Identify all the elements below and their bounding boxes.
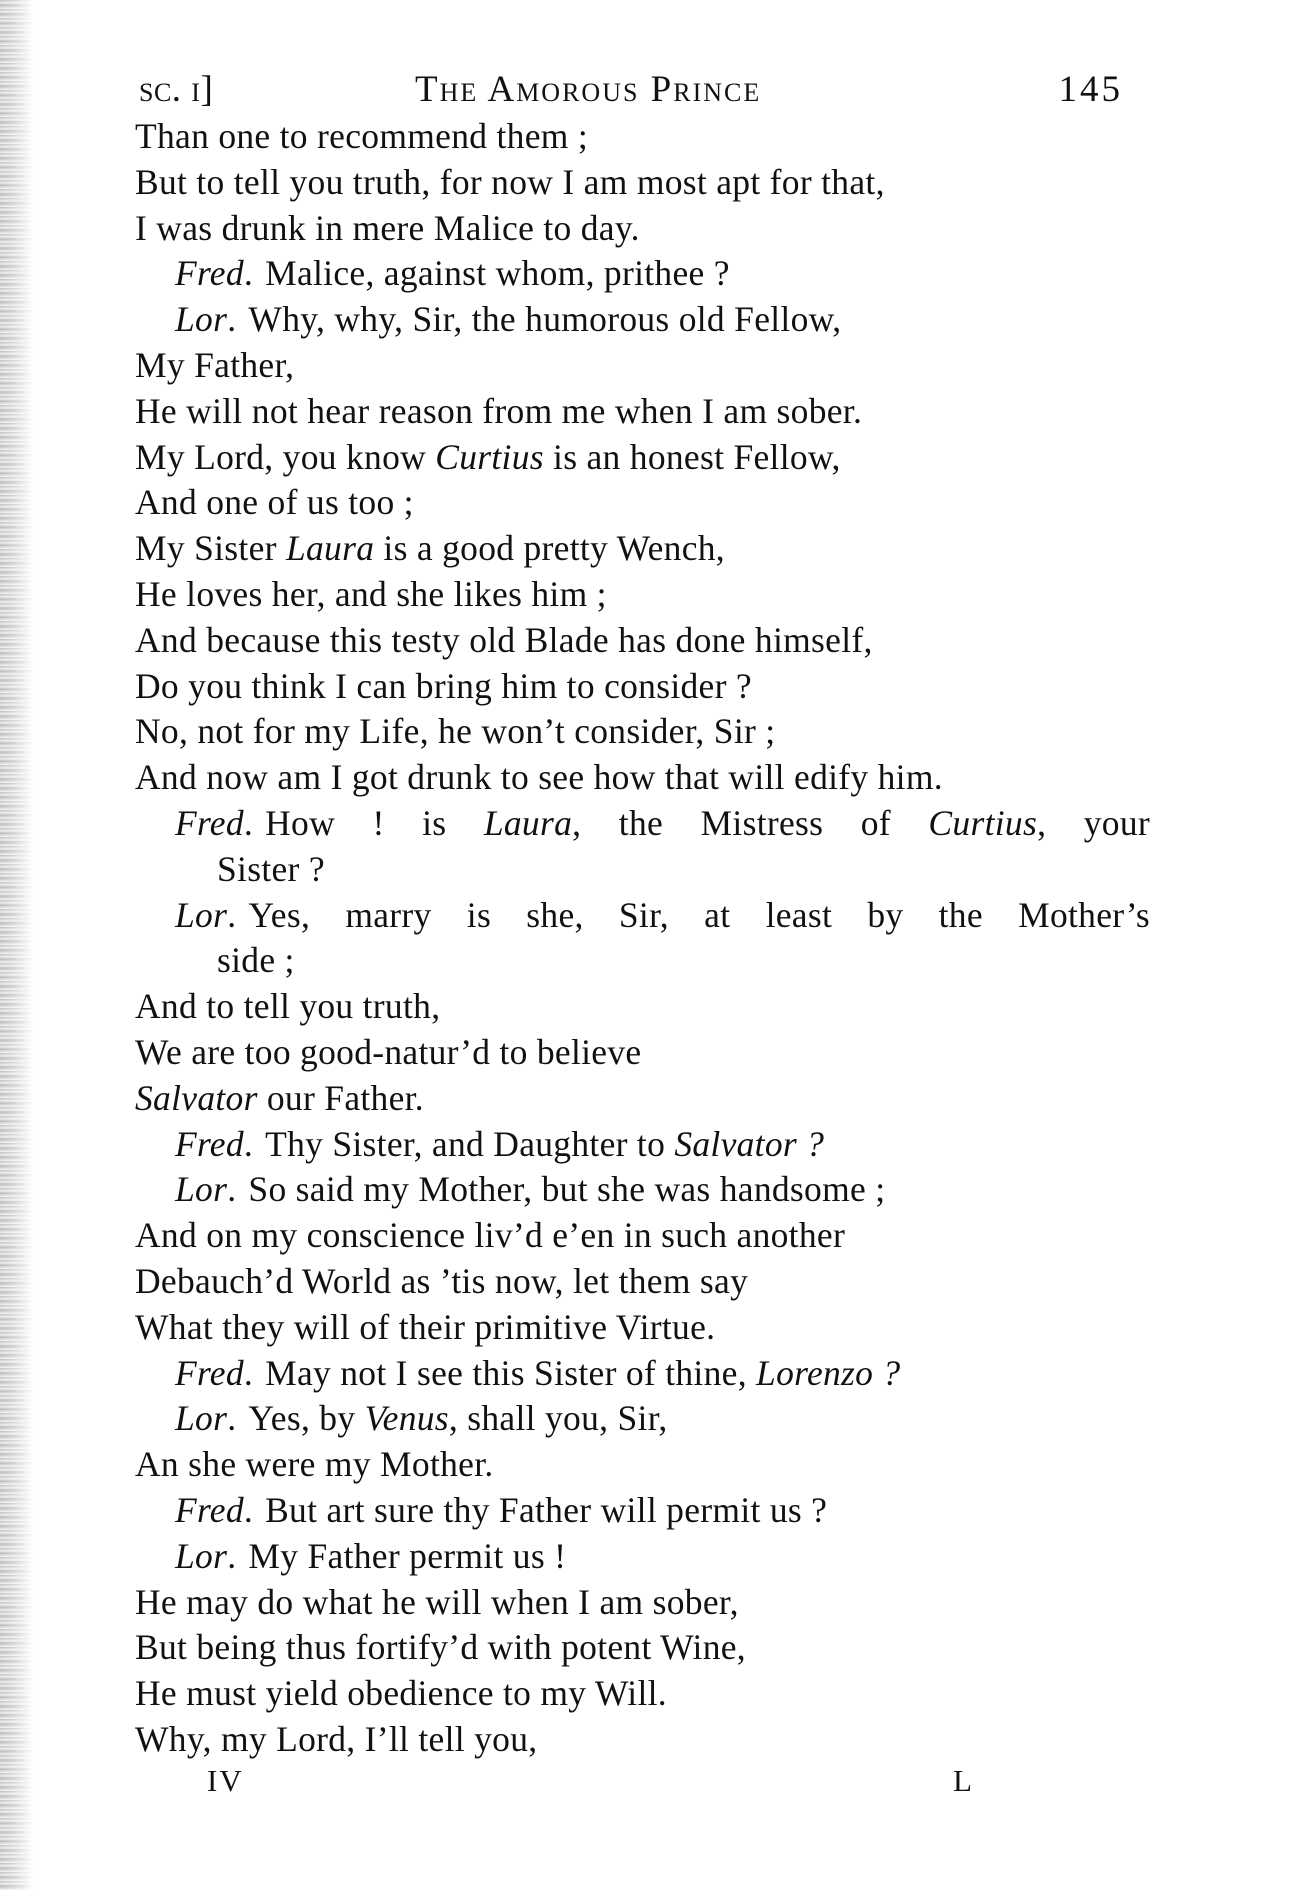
text-line — [135, 206, 1125, 252]
text-line — [135, 1213, 1125, 1259]
text-segment: My Lord, you know — [135, 436, 436, 477]
text-line — [135, 709, 1125, 755]
text-line — [135, 938, 1125, 984]
text-segment: And on my conscience liv’d e’en in such another — [135, 1215, 846, 1256]
text-segment: , your — [1037, 802, 1150, 843]
text-segment: But to tell you truth, for now I am most apt for that, — [135, 161, 885, 202]
text-line — [135, 1305, 1125, 1351]
text-line — [135, 1580, 1125, 1626]
text-segment: We are too good-natur’d to believe — [135, 1031, 642, 1072]
text-segment: An she were my Mother. — [135, 1444, 494, 1485]
text-segment: My Father permit us ! — [248, 1535, 567, 1576]
text-segment: Why, why, Sir, the humorous old Fellow, — [248, 299, 842, 340]
text-line — [135, 480, 1125, 526]
gathering-letter: L — [953, 1763, 974, 1798]
text-segment: He loves her, and she likes him ; — [135, 573, 607, 614]
text-line — [135, 664, 1125, 710]
speaker-name: Fred . — [175, 1124, 253, 1164]
text-segment: And one of us too ; — [135, 482, 414, 523]
text-segment: Debauch’d World as ’tis now, let them say — [135, 1260, 749, 1301]
text-line — [135, 160, 1125, 206]
text-segment: Yes, marry is she, Sir, at least by the Mother’s — [248, 894, 1150, 935]
text-line — [135, 1717, 1125, 1763]
speaker-name: Fred . — [175, 1490, 253, 1530]
speaker-name: Lor . — [175, 1536, 236, 1576]
text-line — [135, 435, 1125, 481]
page-binding-shadow — [0, 0, 34, 1890]
text-line — [135, 114, 1125, 160]
text-segment: But art sure thy Father will permit us ? — [265, 1489, 828, 1530]
text-segment: , shall you, Sir, — [448, 1398, 668, 1439]
text-segment: Yes, by — [248, 1398, 365, 1439]
text-segment: our Father. — [257, 1077, 424, 1118]
speech-line — [135, 893, 1150, 939]
text-segment: How ! is — [265, 802, 484, 843]
running-title: The Amorous Prince — [415, 69, 762, 110]
text-line — [135, 1442, 1125, 1488]
speaker-name: Fred . — [175, 803, 253, 843]
text-segment: Malice, against whom, prithee ? — [265, 253, 730, 294]
text-segment: Lorenzo ? — [756, 1352, 901, 1393]
text-segment: My Sister — [135, 528, 286, 569]
page-number: 145 — [1058, 69, 1123, 110]
text-line — [135, 755, 1125, 801]
text-line — [135, 1625, 1125, 1671]
section-marker: sc. i] — [139, 69, 214, 110]
text-segment: He must yield obedience to my Will. — [135, 1673, 667, 1714]
text-segment: Do you think I can bring him to consider ? — [135, 665, 752, 706]
text-segment: He will not hear reason from me when I am sober. — [135, 390, 863, 431]
text-line — [135, 572, 1125, 618]
text-segment: Why, my Lord, I’ll tell you, — [135, 1718, 538, 1759]
text-segment: He may do what he will when I am sober, — [135, 1581, 739, 1622]
text-segment: is an honest Fellow, — [543, 436, 841, 477]
text-segment: What they will of their primitive Virtue. — [135, 1306, 716, 1347]
speech-line — [135, 1351, 1125, 1397]
speaker-name: Fred . — [175, 1353, 253, 1393]
text-segment: I was drunk in mere Malice to day. — [135, 207, 640, 248]
text-segment: My Father, — [135, 344, 295, 385]
text-line — [135, 847, 1125, 893]
speaker-name: Fred . — [175, 253, 253, 293]
speech-line — [135, 1167, 1125, 1213]
text-segment: So said my Mother, but she was handsome ; — [248, 1169, 886, 1210]
text-segment: Curtius — [928, 802, 1038, 843]
speaker-name: Lor . — [175, 895, 236, 935]
text-segment: , the Mistress of — [572, 802, 929, 843]
text-segment: And now am I got drunk to see how that will edify him. — [135, 757, 943, 798]
text-segment: Curtius — [435, 436, 544, 477]
text-line — [135, 389, 1125, 435]
speaker-name: Lor . — [175, 1169, 236, 1209]
text-segment: Than one to recommend them ; — [135, 116, 588, 156]
running-head — [135, 60, 1125, 110]
text-segment: May not I see this Sister of thine, — [265, 1352, 757, 1393]
text-line — [135, 984, 1125, 1030]
speech-line — [135, 1534, 1125, 1580]
text-segment: But being thus fortify’d with potent Wine, — [135, 1627, 746, 1668]
text-segment: Sister ? — [217, 848, 325, 889]
text-segment: Laura — [285, 528, 375, 569]
book-page — [135, 60, 1150, 1798]
text-segment: Venus — [364, 1398, 449, 1439]
speaker-name: Lor . — [175, 1398, 236, 1438]
text-segment: And to tell you truth, — [135, 986, 441, 1027]
text-segment: side ; — [217, 940, 295, 981]
speech-line — [135, 1396, 1125, 1442]
text-line — [135, 1076, 1125, 1122]
play-text — [135, 114, 1150, 1763]
text-segment: is a good pretty Wench, — [374, 528, 725, 569]
speech-line — [135, 297, 1125, 343]
text-segment: Salvator — [135, 1077, 258, 1118]
text-segment: Salvator ? — [674, 1123, 825, 1164]
text-segment: And because this testy old Blade has done himself, — [135, 619, 873, 660]
text-line — [135, 618, 1125, 664]
text-line — [135, 526, 1125, 572]
speech-line — [135, 1122, 1125, 1168]
speech-line — [135, 251, 1125, 297]
text-line — [135, 1671, 1125, 1717]
text-segment: No, not for my Life, he won’t consider, Sir ; — [135, 711, 776, 752]
text-segment: Laura — [483, 802, 573, 843]
text-line — [135, 1030, 1125, 1076]
text-line — [135, 343, 1125, 389]
signature-mark: IV — [207, 1763, 244, 1798]
speech-line — [135, 1488, 1125, 1534]
speaker-name: Lor . — [175, 299, 236, 339]
text-line — [135, 1259, 1125, 1305]
speech-line — [135, 801, 1150, 847]
page-footer — [135, 1763, 1125, 1803]
text-segment: Thy Sister, and Daughter to — [265, 1123, 675, 1164]
